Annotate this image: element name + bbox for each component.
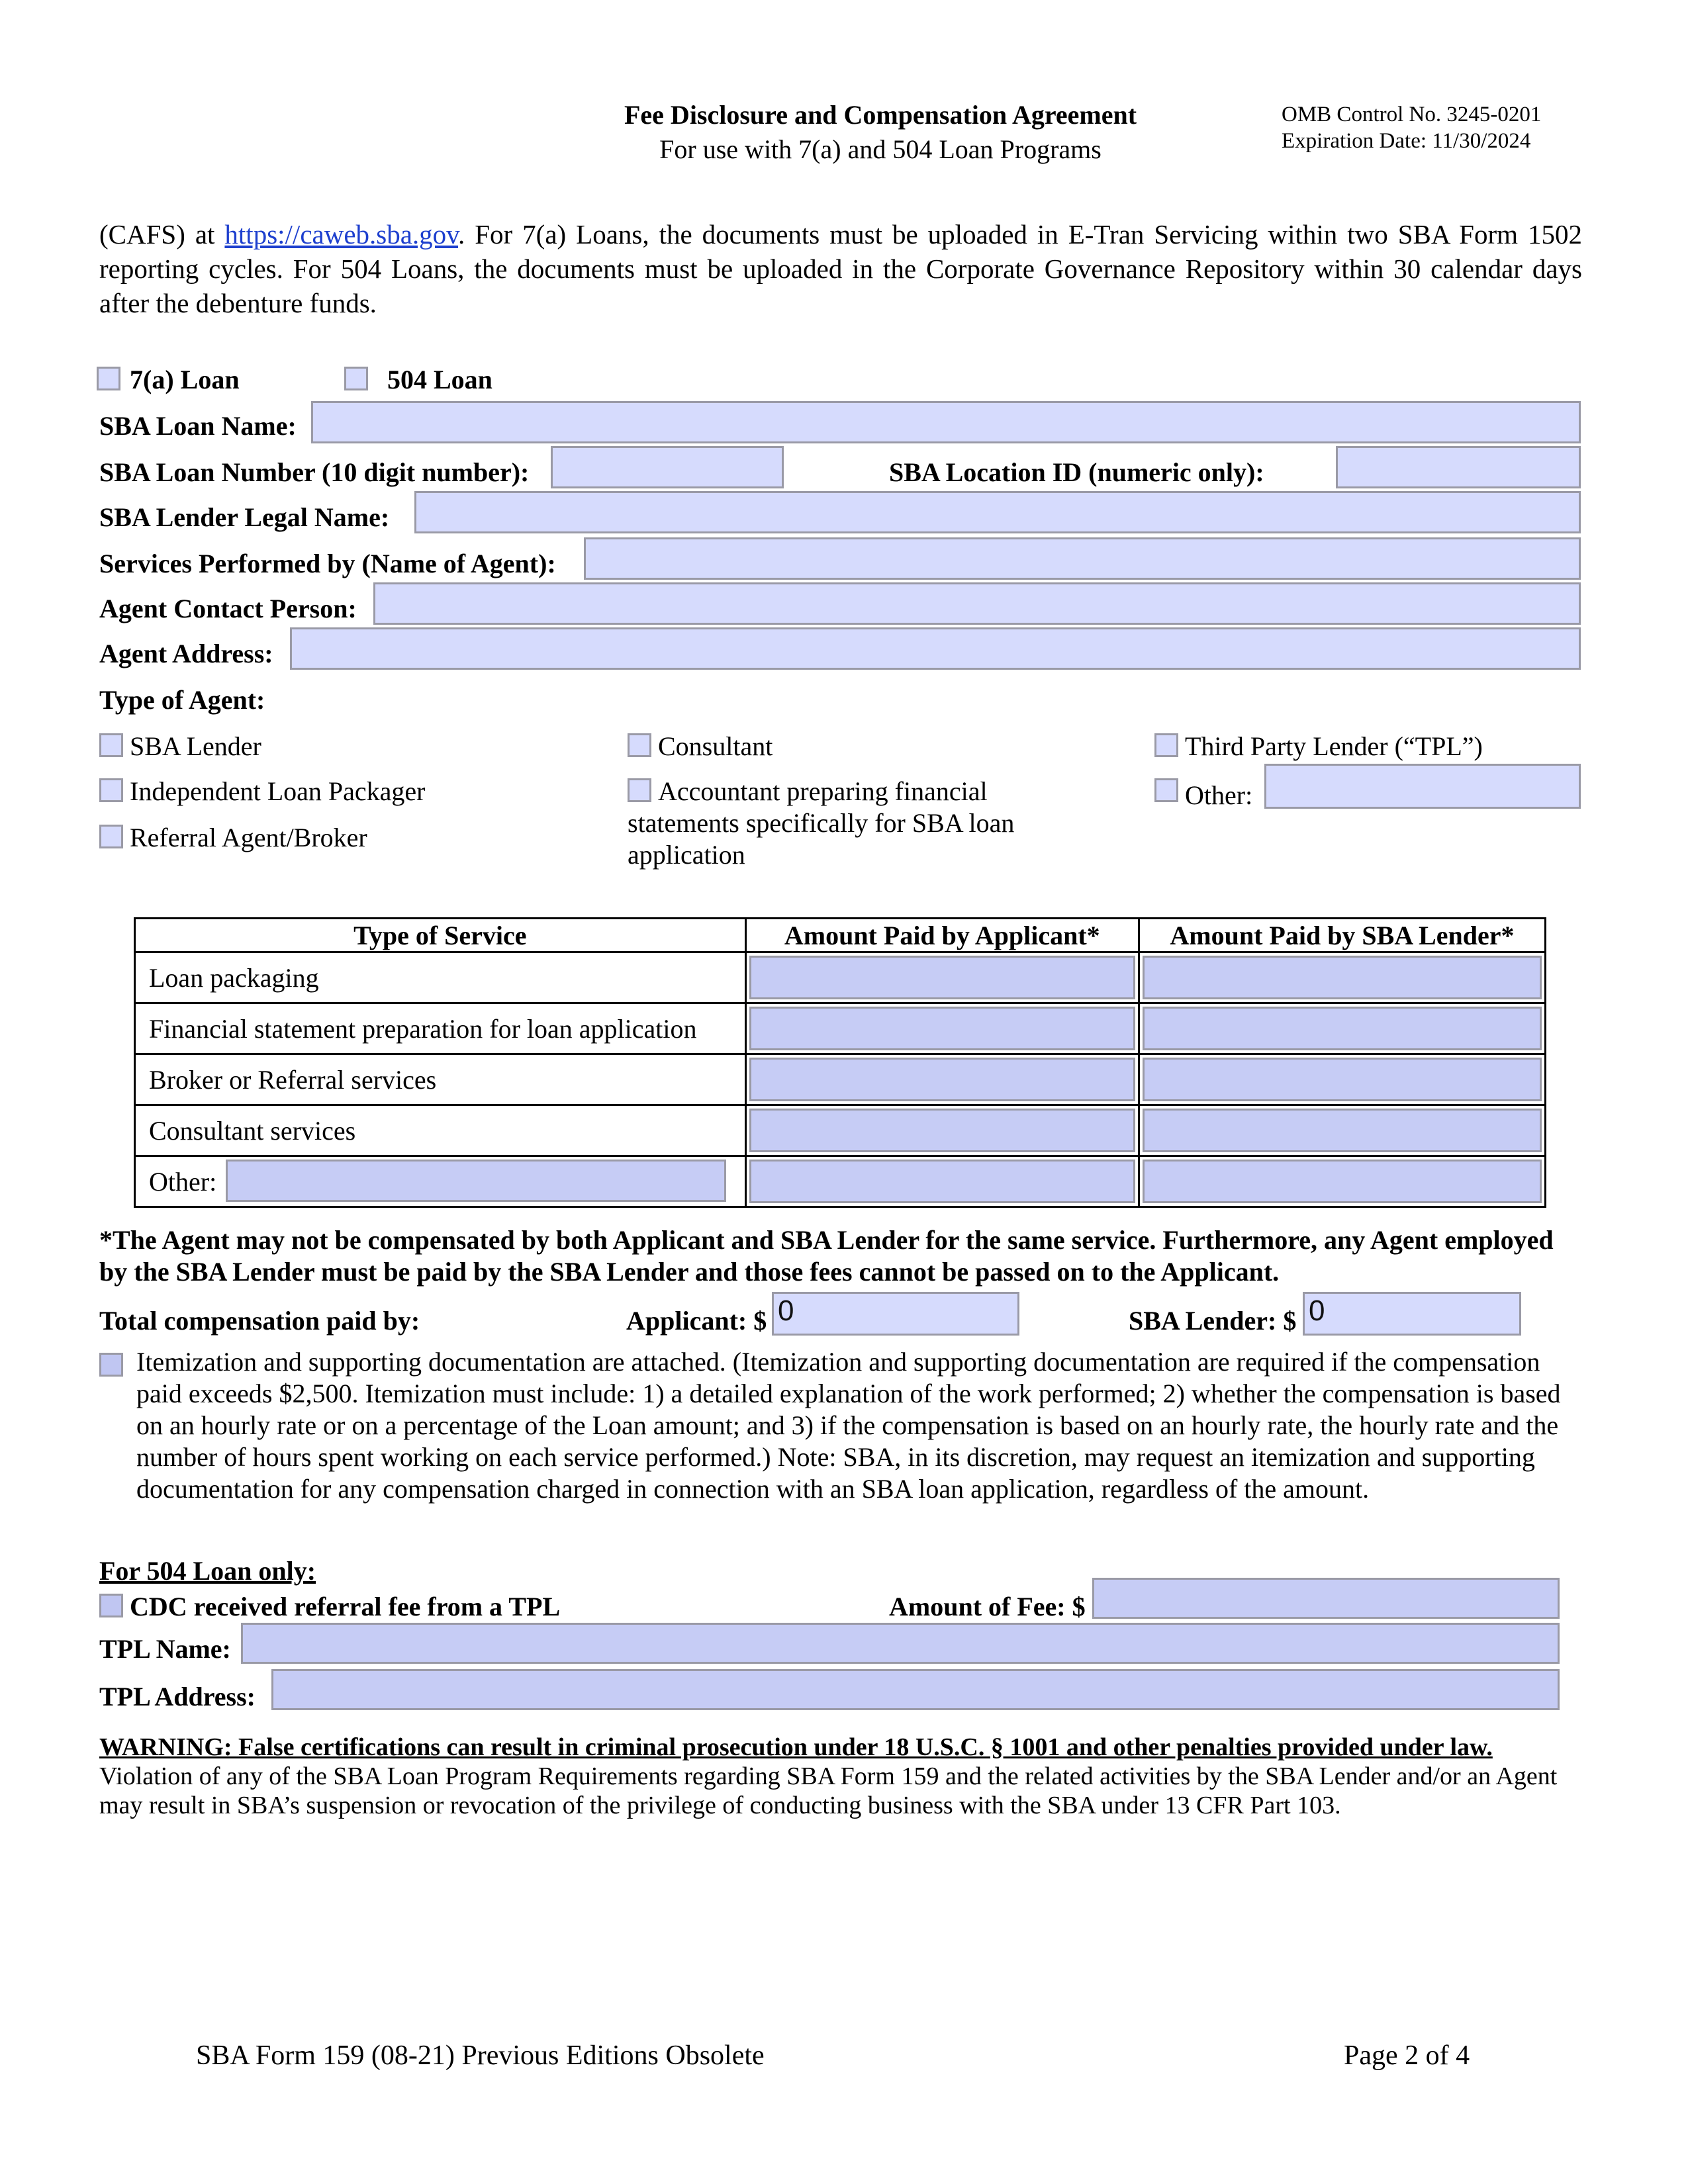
table-row — [135, 1105, 1546, 1156]
warning-block — [99, 1733, 1589, 1820]
tpl-label: Third Party Lender (“TPL”) — [1185, 731, 1483, 761]
agent-contact-field[interactable] — [373, 582, 1581, 625]
applicant-amount-field[interactable] — [749, 1109, 1135, 1152]
table-row — [135, 1054, 1546, 1105]
cdc-referral-checkbox[interactable] — [99, 1594, 123, 1617]
header-amount-applicant: Amount Paid by Applicant* — [745, 919, 1139, 952]
itemization-text: Itemization and supporting documentation are attached. (Itemization and supporting documentation are required if the compensation paid exceeds $2,500. Itemization must include: 1) a detailed explanation of the work performed; 2) whether the compensation is based on an hourly rate or on a percentage of the Loan amount; and 3) if the compensation is based on an hourly rate, the hourly rate and the number of hours spent working on each service performed.) Note: SBA, in its discretion, may request an itemization and supporting documentation for any compensation charged in connection with an SBA loan application, regardless of the amount. — [136, 1347, 1561, 1504]
tpl-address-field[interactable] — [271, 1669, 1560, 1710]
warning-line: WARNING: False certifications can result in criminal prosecution under 18 U.S.C. § 1001 and other penalties provided under law. — [99, 1733, 1493, 1761]
loan-name-field[interactable] — [311, 401, 1581, 443]
loan-7a-checkbox[interactable] — [97, 367, 120, 390]
row-label: Financial statement preparation for loan application — [135, 1003, 746, 1054]
row-label: Loan packaging — [135, 952, 746, 1003]
other-agent-field[interactable] — [1264, 764, 1581, 809]
header-type-of-service: Type of Service — [135, 919, 746, 952]
consultant-checkbox[interactable] — [628, 733, 651, 757]
table-row — [135, 952, 1546, 1003]
applicant-amount-field[interactable] — [749, 1160, 1135, 1203]
other-service-field[interactable] — [226, 1160, 726, 1202]
packager-label: Independent Loan Packager — [130, 776, 426, 806]
lender-amount-field[interactable] — [1143, 1058, 1542, 1101]
lender-total-field[interactable] — [1303, 1292, 1521, 1336]
fee-amount-label: Amount of Fee: $ — [889, 1592, 1086, 1621]
violation-text: Violation of any of the SBA Loan Program Requirements regarding SBA Form 159 and the related activities by the SBA Lender and/or an Agent may result in SBA’s suspension or revocation of the privilege of conducting business with the SBA under 13 CFR Part 103. — [99, 1762, 1558, 1819]
applicant-amount-field[interactable] — [749, 1058, 1135, 1101]
agent-contact-label: Agent Contact Person: — [99, 594, 357, 623]
loan-7a-label: 7(a) Loan — [130, 365, 240, 394]
lender-name-label: SBA Lender Legal Name: — [99, 502, 390, 532]
lender-amount-field[interactable] — [1143, 1109, 1542, 1152]
loan-number-label: SBA Loan Number (10 digit number): — [99, 457, 530, 487]
applicant-total-label: Applicant: $ — [626, 1306, 767, 1336]
lender-name-field[interactable] — [414, 491, 1581, 533]
lender-total-value: 0 — [1309, 1295, 1325, 1327]
lender-amount-field[interactable] — [1143, 1160, 1542, 1203]
table-row — [135, 1156, 1546, 1207]
consultant-label: Consultant — [658, 731, 773, 761]
tpl-name-field[interactable] — [241, 1623, 1560, 1664]
services-by-label: Services Performed by (Name of Agent): — [99, 549, 556, 578]
other-agent-checkbox[interactable] — [1154, 778, 1178, 802]
services-by-field[interactable] — [584, 537, 1581, 580]
table-row — [135, 1003, 1546, 1054]
applicant-total-value: 0 — [778, 1295, 794, 1327]
page-number: Page 2 of 4 — [1344, 2040, 1470, 2071]
omb-control-number: OMB Control No. 3245-0201 — [1282, 103, 1542, 126]
intro-after-link: . For 7(a) Loans, the documents must be uploaded in E-Tran Servicing within two SBA Form 1502 reporting cycles. For 504 Loans, the documents must be uploaded in the Corporate Governance Repository within 30 calendar days after the debenture funds. — [99, 219, 1582, 318]
loan-504-checkbox[interactable] — [344, 367, 368, 390]
loan-name-label: SBA Loan Name: — [99, 411, 297, 441]
applicant-total-field[interactable] — [772, 1292, 1019, 1336]
loan-504-heading: For 504 Loan only: — [99, 1556, 316, 1586]
lender-total-label: SBA Lender: $ — [1129, 1306, 1297, 1336]
intro-before-link: (CAFS) at — [99, 219, 225, 250]
referral-checkbox[interactable] — [99, 825, 123, 848]
sba-lender-label: SBA Lender — [130, 731, 261, 761]
expiration-date: Expiration Date: 11/30/2024 — [1282, 129, 1531, 153]
total-compensation-label: Total compensation paid by: — [99, 1306, 420, 1336]
tpl-name-label: TPL Name: — [99, 1634, 231, 1664]
page-subtitle: For use with 7(a) and 504 Loan Programs — [659, 134, 1102, 164]
lender-amount-field[interactable] — [1143, 956, 1542, 999]
agent-address-field[interactable] — [290, 627, 1581, 670]
tpl-checkbox[interactable] — [1154, 733, 1178, 757]
referral-label: Referral Agent/Broker — [130, 823, 367, 852]
header-amount-lender: Amount Paid by SBA Lender* — [1139, 919, 1545, 952]
tpl-address-label: TPL Address: — [99, 1682, 256, 1711]
row-label: Consultant services — [135, 1105, 746, 1156]
cdc-referral-label: CDC received referral fee from a TPL — [130, 1592, 561, 1621]
row-label: Other: — [149, 1166, 217, 1197]
agent-address-label: Agent Address: — [99, 639, 273, 668]
other-agent-label: Other: — [1185, 780, 1253, 810]
applicant-amount-field[interactable] — [749, 1007, 1135, 1050]
applicant-amount-field[interactable] — [749, 956, 1135, 999]
row-label: Broker or Referral services — [135, 1054, 746, 1105]
location-id-field[interactable] — [1336, 446, 1581, 488]
accountant-label: Accountant preparing financial statements specifically for SBA loan application — [628, 776, 1015, 870]
service-table-header — [135, 919, 1546, 952]
loan-504-label: 504 Loan — [387, 365, 492, 394]
compensation-note: *The Agent may not be compensated by both Applicant and SBA Lender for the same service. Furthermore, any Agent employed by the SBA Lender must be paid by the SBA Lender and those fees cannot be passed on to the Applicant. — [99, 1225, 1554, 1287]
page-title: Fee Disclosure and Compensation Agreement — [624, 100, 1137, 130]
form-number: SBA Form 159 (08-21) Previous Editions Obsolete — [196, 2040, 765, 2071]
location-id-label: SBA Location ID (numeric only): — [889, 457, 1264, 487]
agent-type-label: Type of Agent: — [99, 685, 265, 715]
sba-lender-checkbox[interactable] — [99, 733, 123, 757]
caweb-link[interactable]: https://caweb.sba.gov — [224, 219, 459, 250]
packager-checkbox[interactable] — [99, 778, 123, 802]
intro-paragraph — [99, 217, 1582, 320]
service-table — [134, 917, 1546, 1208]
loan-number-field[interactable] — [551, 446, 784, 488]
lender-amount-field[interactable] — [1143, 1007, 1542, 1050]
itemization-checkbox[interactable] — [99, 1353, 123, 1377]
fee-amount-field[interactable] — [1092, 1578, 1560, 1619]
